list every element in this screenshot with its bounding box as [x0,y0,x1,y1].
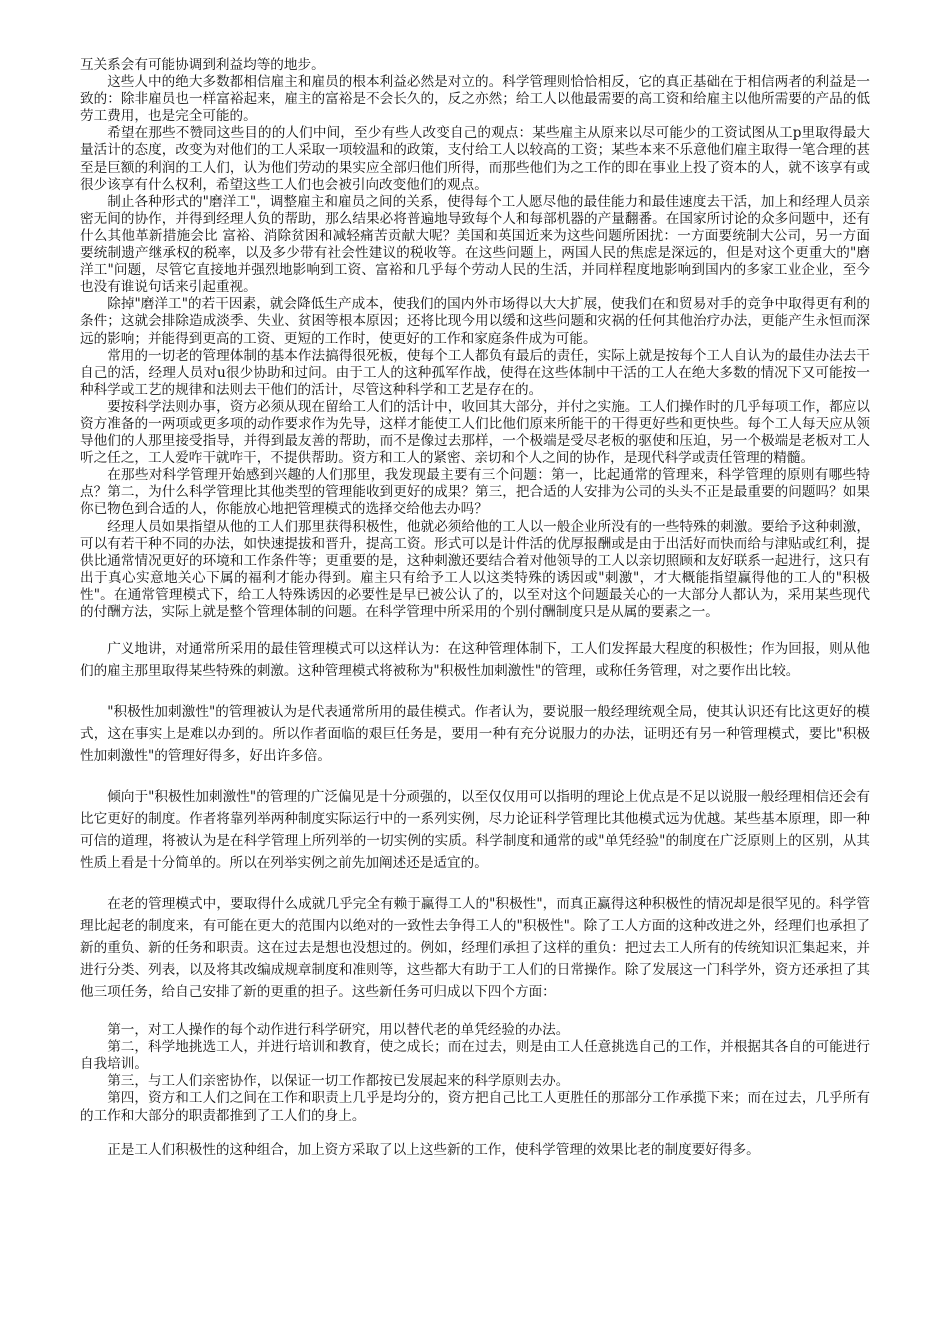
paragraph-new-duties: 在老的管理模式中，要取得什么成就几乎完全有赖于赢得工人的"积极性"，而真正赢得这种积极性的情况却是很罕见的。科学管理比起老的制度来，有可能在更大的范围内以绝对的一致性去争得工人的"积极性"。除了工人方面的这种改进之外，经理们也承担了新的重负、新的任务和职责。这在过去是想也没想过的。例如，经理们承担了这样的重负：把过去工人所有的传统知识汇集起来，并进行分类、列表，以及将其改编成规章制度和准则等，这些都大有助于工人们的日常操作。除了发展这一门科学外，资方还承担了其他三项任务，给自己安排了新的更重的担子。这些新任务可归成以下四个方面： [80,896,870,1001]
paragraph-old-systems: 常用的一切老的管理体制的基本作法搞得很死板，使每个工人都负有最后的责任，实际上就是按每个工人自认为的最佳办法去干自己的活，经理人员对u很少协助和过问。由于工人的这种孤军作战，使得在这些体制中干活的工人在绝大多数的情况下又可能按一种科学或工艺的规律和法则去干他们的活计，尽管这种科学和工艺是存在的。 [80,347,870,398]
list-item-fourth: 第四，资方和工人们之间在工作和职责上几乎是均分的，资方把自己比工人更胜任的那部分工作承揽下来；而在过去，几乎所有的工作和大部分的职责都推到了工人们的身上。 [80,1090,870,1124]
list-item-first: 第一，对工人操作的每个动作进行科学研究，用以替代老的单凭经验的办法。 [107,1022,570,1039]
paragraph-three-questions: 在那些对科学管理开始感到兴趣的人们那里，我发现最主要有三个问题：第一，比起通常的管理来，科学管理的原则有哪些特点？第二，为什么科学管理比其他类型的管理能收到更好的成果？第三，把合适的人安排为公司的头头不正是最重要的问题吗？如果你已物色到合适的人，你能放心地把管理模式的选择交给他去办吗？ [80,467,870,518]
list-item-second: 第二，科学地挑选工人，并进行培训和教育，使之成长；而在过去，则是由工人任意挑选自己的工作，并根据其各自的可能进行自我培训。 [80,1039,870,1073]
paragraph-interests: 这些人中的绝大多数都相信雇主和雇员的根本利益必然是对立的。科学管理则恰恰相反，它的真正基础在于相信两者的利益是一致的：除非雇员也一样富裕起来，雇主的富裕是不会长久的，反之亦然；给工人以他最需要的高工资和给雇主以他所需要的产品的低劳工费用，也是完全可能的。 [80,74,870,125]
list-item-third: 第三，与工人们亲密协作，以保证一切工作都按已发展起来的科学原则去办。 [107,1073,570,1090]
paragraph-initiative-incentive: 广义地讲，对通常所采用的最佳管理模式可以这样认为：在这种管理体制下，工人们发挥最大程度的积极性；作为回报，则从他们的雇主那里取得某些特殊的刺激。这种管理模式将被称为"积极性加刺激性"的管理，或称任务管理，对之要作出比较。 [80,641,870,680]
paragraph-soldiering: 制止各种形式的"磨洋工"，调整雇主和雇员之间的关系，使得每个工人愿尽他的最佳能力和最佳速度去干活，加上和经理人员亲密无间的协作，并得到经理人负的帮助，那么结果必将普遍地导致每个人和每部机器的产量翻番。在国家所讨论的众多问题中，还有什么其他革新措施会比 富裕、消除贫困和减轻痛苦贡献大呢？美国和英国近来为这些问题所困扰：一方面要统制大公司，另一方面要统制遗产继承权的税率，以及多少带有社会性建议的税收等。在这些问题上，两国人民的焦虑是深远的，但是对这个更重大的"磨洋工"问题，尽管它直接地并强烈地影响到工资、富裕和几乎每个劳动人民的生活，并同样程度地影响到国内的多家工业企业，至今也没有谁说句话来引起重视。 [80,193,870,296]
paragraph-incentives: 经理人员如果指望从他的工人们那里获得积极性，他就必须给他的工人以一般企业所没有的一些特殊的刺激。要给予这种刺激，可以有若干种不同的办法，如快速提拔和晋升，提高工资。形式可以是计件活的优厚报酬或是由于出活好而快而给与津贴或红利，提供比通常情况更好的环境和工作条件等；更重要的是，这种刺激还要结合着对他领导的工人以亲切照顾和友好联系一起进行，这只有出于真心实意地关心下属的福利才能办得到。雇主只有给予工人以这类特殊的诱因或"刺激"，才大概能指望赢得他的工人的"积极性"。在通常管理模式下，给工人特殊诱因的必要性是早已被公认了的，以至对这个问题最关心的一大部分人都认为，采用某些现代的付酬方法，实际上就是整个管理体制的问题。在科学管理中所采用的个别付酬制度只是从属的要素之一。 [80,518,870,620]
paragraph-best-mode: "积极性加刺激性"的管理被认为是代表通常所用的最佳模式。作者认为，要说服一般经理统观全局，使其认识还有比这更好的模式，这在事实上是难以办到的。所以作者面临的艰巨任务是，要用一种有充分说服力的办法，证明还有另一种管理模式，要比"积极性加刺激性"的管理好得多，好出许多倍。 [80,704,870,765]
paragraph-scientific-law: 要按科学法则办事，资方必须从现在留给工人们的活计中，收回其大部分，并付之实施。工人们操作时的几乎每项工作，都应以资方准备的一两项或更多项的动作要求作为先导，这样才能使工人们比他们原来所能干的干得更好些和更快些。每个工人每天应从领导他们的人那里接受指导，并得到最友善的帮助，而不是像过去那样，一个极端是受尽老板的驱使和压迫，另一个极端是老板对工人听之任之，工人爱咋干就咋干，不提供帮助。资方和工人的紧密、亲切和个人之间的协作，是现代科学或责任管理的精髓。 [80,398,870,467]
paragraph-continuation: 互关系会有可能协调到利益均等的地步。 [80,57,325,73]
paragraph-change-views: 希望在那些不赞同这些目的的人们中间，至少有些人改变自己的观点：某些雇主从原来以尽可能少的工资试图从工p里取得最大量活计的态度，改变为对他们的工人采取一项较温和的政策，支付给工人以较高的工资；某些本来不乐意他们雇主取得一笔合理的甚至是巨额的利润的工人们，认为他们劳动的果实应全部归他们所得，而那些他们为之工作的即在事业上投了资本的人，就不该享有或很少该享有什么权利，希望这些工人们也会被引向改变他们的观点。 [80,125,870,193]
paragraph-remove-soldiering: 除掉"磨洋工"的若干因素，就会降低生产成本，使我们的国内外市场得以大大扩展，使我们在和贸易对手的竞争中取得更有利的条件；这就会排除造成淡季、失业、贫困等根本原因；还将比现今用以缓和这些问题和灾祸的任何其他治疗办法，更能产生永恒而深远的影响；并能得到更高的工资、更短的工作时，使更好的工作和家庭条件成为可能。 [80,296,870,347]
paragraph-conclusion: 正是工人们积极性的这种组合，加上资方采取了以上这些新的工作，使科学管理的效果比老的制度要好得多。 [107,1141,760,1158]
paragraph-prejudice: 倾向于"积极性加刺激性"的管理的广泛偏见是十分顽强的，以至仅仅用可以指明的理论上优点是不足以说服一般经理相信还会有比它更好的制度。作者将靠列举两种制度实际运行中的一系列实例，尽力论证科学管理比其他模式远为优越。某些基本原理，即一种可信的道理，将被认为是在科学管理上所列举的一切实例的实质。科学制度和通常的或"单凭经验"的制度在广泛原则上的区别，从其性质上看是十分简单的。所以在列举实例之前先加阐述还是适宜的。 [80,789,870,872]
